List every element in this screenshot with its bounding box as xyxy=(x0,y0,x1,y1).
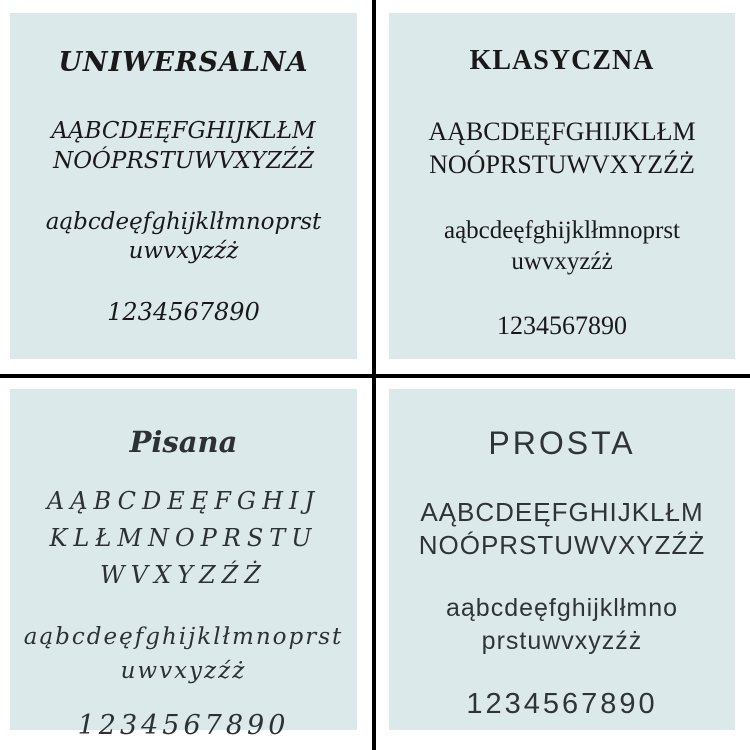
sample-line: NOÓPRSTUWVXYZŹŻ xyxy=(429,150,695,179)
font-title-pisana: Pisana xyxy=(129,425,238,459)
uppercase-sample xyxy=(389,115,735,181)
sample-line: aąbcdeęfghijklłmno xyxy=(445,594,679,622)
lowercase-sample xyxy=(10,620,357,688)
sample-line: AĄBCDEĘFGHIJKLŁM xyxy=(51,118,316,144)
font-title-uniwersalna: UNIWERSALNA xyxy=(58,47,309,78)
uppercase-sample xyxy=(10,116,357,176)
sample-line: NOÓPRSTUWVXYZŹŻ xyxy=(418,530,706,560)
sample-line: NOÓPRSTUWVXYZŹŻ xyxy=(53,148,314,174)
lowercase-sample xyxy=(389,215,735,277)
lowercase-sample xyxy=(10,208,357,266)
font-title-prosta: PROSTA xyxy=(488,425,636,461)
sample-line: WVXYZŹŻ xyxy=(100,561,267,589)
digits-sample: 1234567890 xyxy=(107,298,260,326)
sample-line: KLŁMNOPRSTU xyxy=(49,524,318,552)
sample-line: AĄBCDEĘFGHIJKLŁM xyxy=(420,497,704,527)
horizontal-divider-line xyxy=(0,374,750,378)
uppercase-sample xyxy=(10,483,357,594)
digits-sample: 1234567890 xyxy=(466,688,658,720)
font-panel-prosta xyxy=(389,389,735,730)
sample-line: uwvxyzźż xyxy=(511,248,613,275)
sample-line: uwvxyzźż xyxy=(120,658,247,684)
digits-sample: 1234567890 xyxy=(497,311,627,340)
sample-line: aąbcdeęfghijklłmnoprst xyxy=(23,624,344,650)
uppercase-sample xyxy=(389,496,735,562)
font-title-klasyczna: KLASYCZNA xyxy=(469,45,655,76)
digits-sample: 1234567890 xyxy=(77,710,290,741)
sample-line: aąbcdeęfghijklłmnoprst xyxy=(443,217,681,244)
lowercase-sample xyxy=(389,592,735,658)
sample-line: aąbcdeęfghijklłmnoprst xyxy=(45,209,322,235)
font-panel-uniwersalna xyxy=(10,13,357,359)
sample-line: AĄBCDEĘFGHIJ xyxy=(46,487,321,515)
font-panel-pisana xyxy=(10,389,357,741)
sample-line: uwvxyzźż xyxy=(128,238,239,264)
sample-line: prstuwvxyzźż xyxy=(481,627,643,655)
font-panel-klasyczna xyxy=(389,13,735,359)
sample-line: AĄBCDEĘFGHIJKLŁM xyxy=(428,117,696,146)
